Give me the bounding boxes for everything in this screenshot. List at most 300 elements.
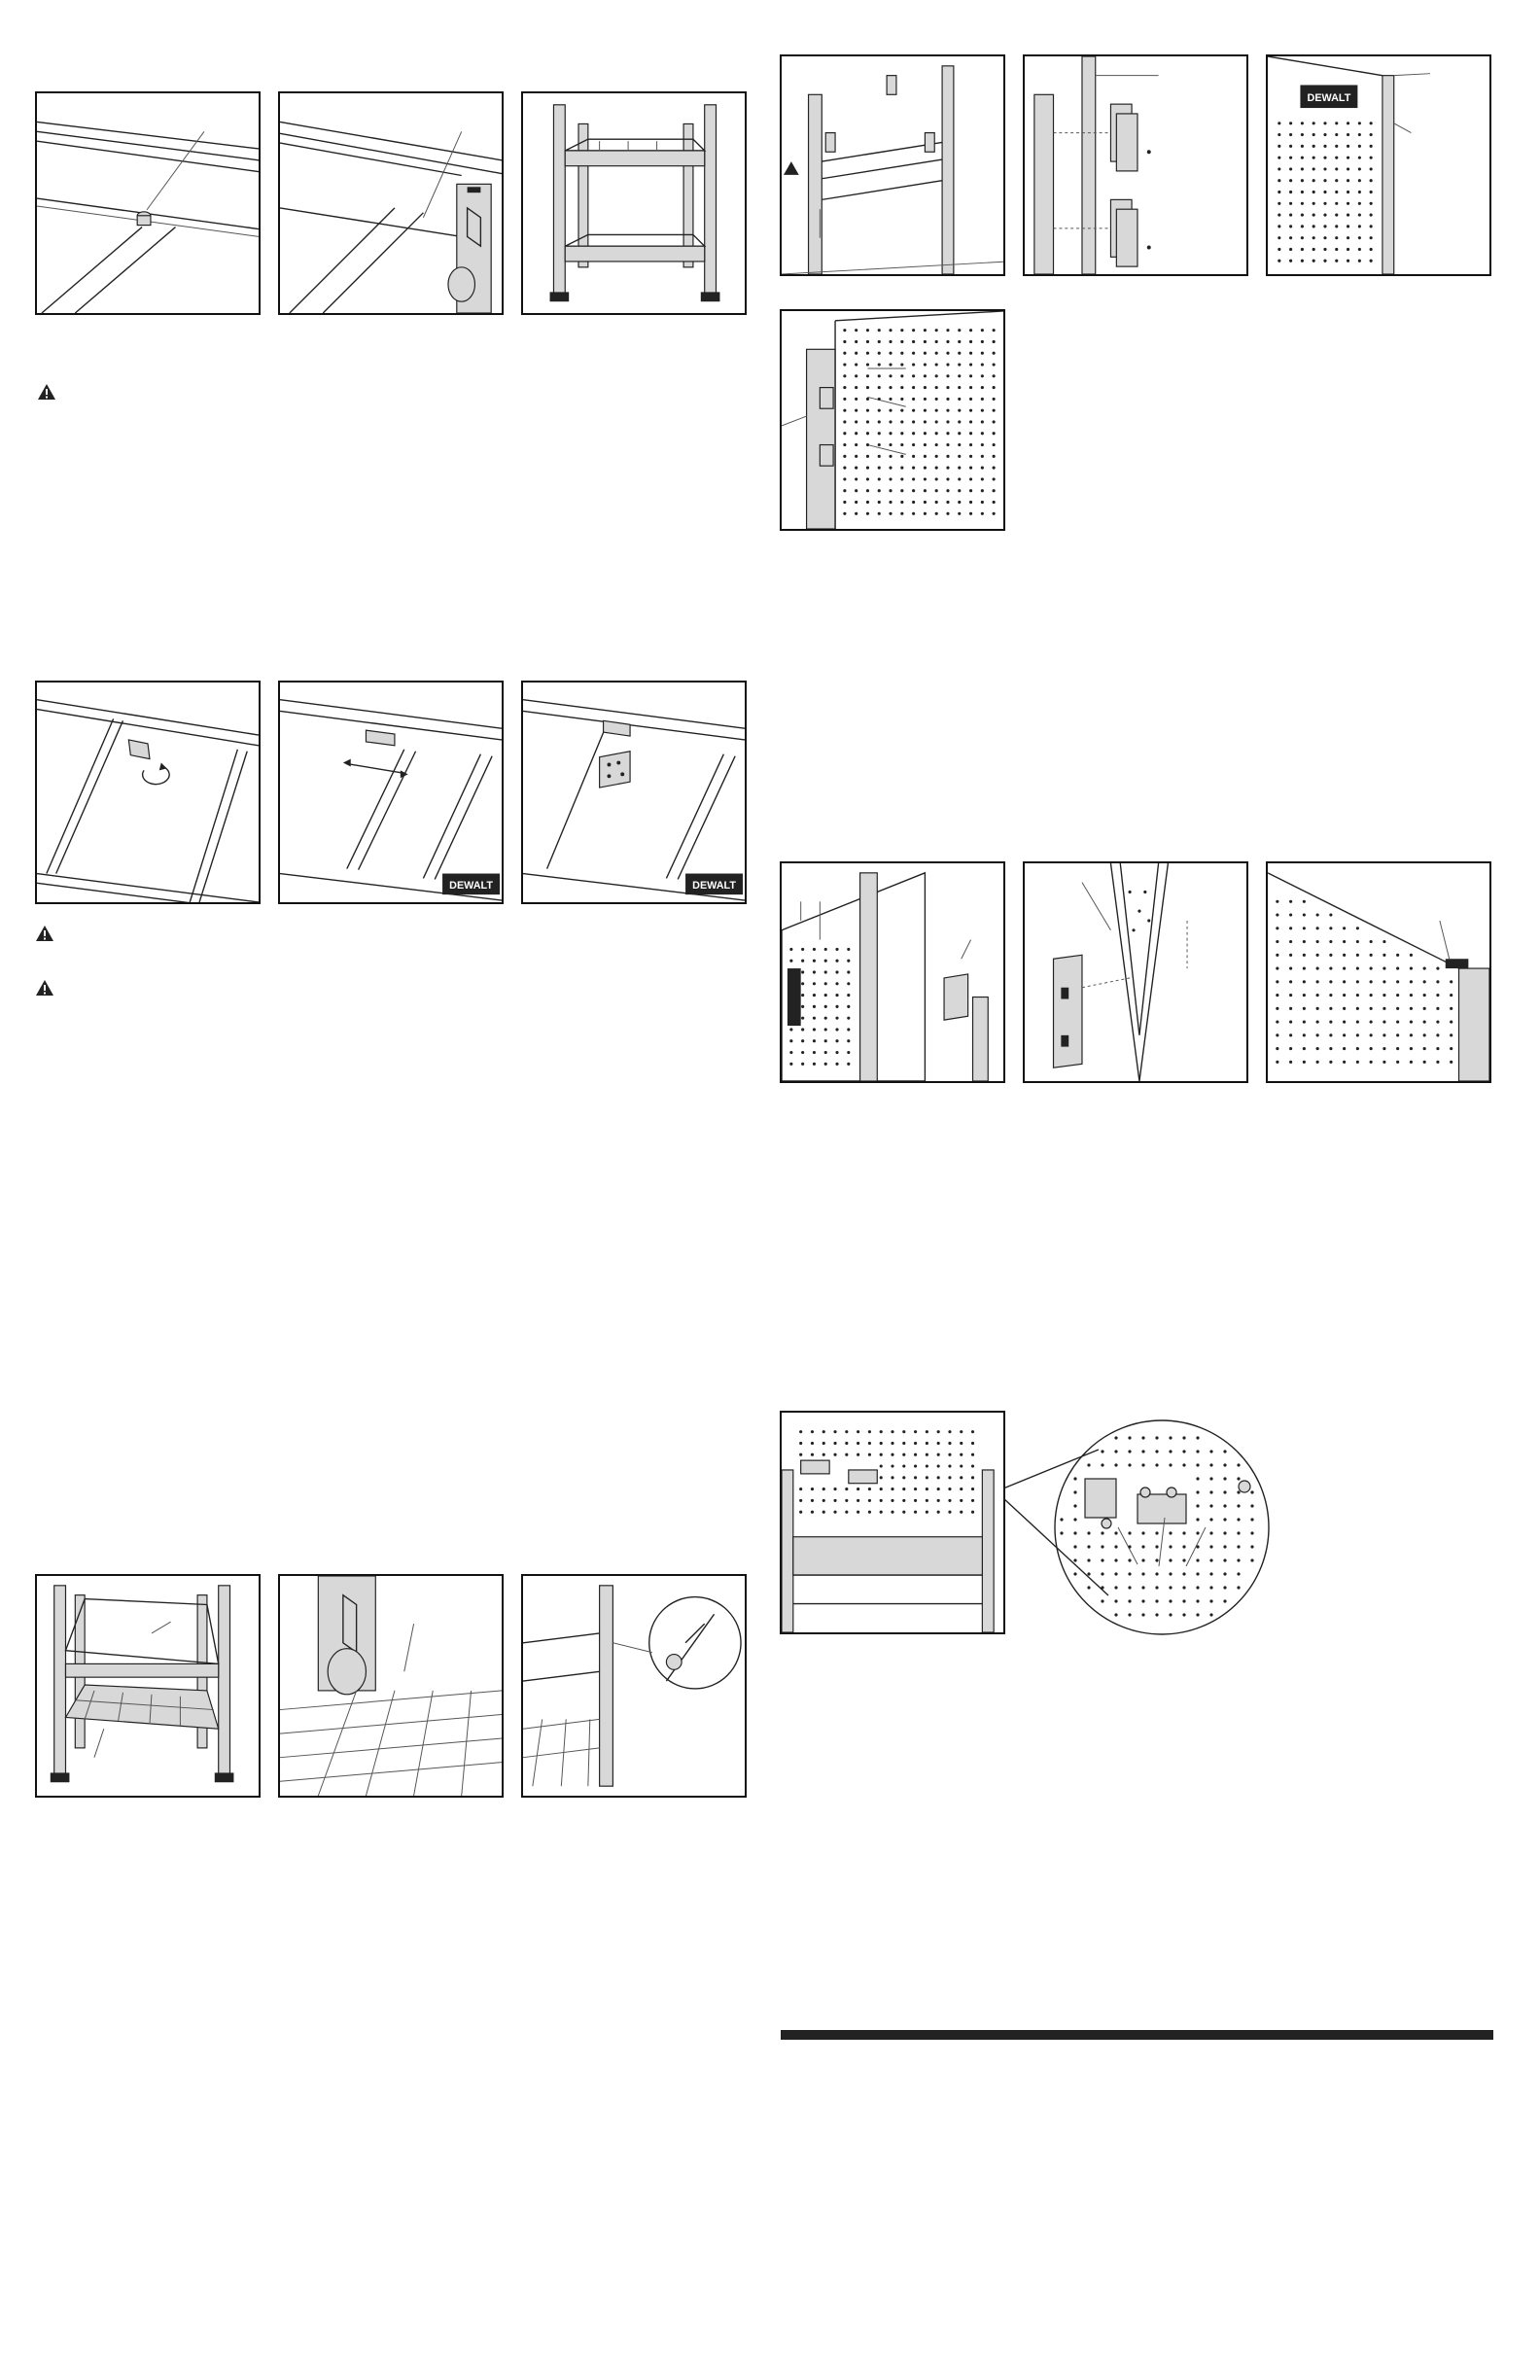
pegboard-hole xyxy=(981,443,984,446)
pegboard-hole xyxy=(958,409,961,412)
pegboard-hole xyxy=(1423,1047,1426,1050)
pegboard-hole xyxy=(855,512,858,515)
pegboard-hole xyxy=(912,340,915,343)
pegboard-hole xyxy=(1128,1599,1131,1602)
pegboard-hole xyxy=(1196,1450,1199,1452)
pegboard-hole xyxy=(1301,179,1304,182)
pegboard-hole xyxy=(958,467,961,470)
section-divider-rule xyxy=(781,2030,1493,2040)
pegboard-hole xyxy=(1087,1586,1090,1589)
pegboard-hole xyxy=(855,501,858,504)
pegboard-hole xyxy=(813,1028,816,1031)
pegboard-hole xyxy=(1114,1586,1117,1589)
pegboard-hole xyxy=(937,1499,940,1502)
pegboard-hole xyxy=(1410,1033,1413,1036)
pegboard-hole xyxy=(880,1476,883,1479)
pegboard-hole xyxy=(1343,940,1346,943)
pegboard-hole xyxy=(1169,1586,1172,1589)
pegboard-hole xyxy=(993,501,996,504)
bracket-installed-illustration xyxy=(523,682,745,902)
pegboard-hole xyxy=(1450,980,1452,983)
pegboard-hole xyxy=(789,1017,792,1020)
pegboard-accessories-illustration xyxy=(782,1413,1003,1632)
pegboard-hole xyxy=(1382,1021,1385,1024)
pegboard-hole xyxy=(855,340,858,343)
pegboard-hole xyxy=(1182,1463,1185,1466)
pegboard-hole xyxy=(1423,1061,1426,1064)
pegboard-hole xyxy=(1278,122,1280,124)
pegboard-hole xyxy=(960,1430,962,1433)
pegboard-hole xyxy=(993,477,996,480)
pegboard-hole xyxy=(1370,191,1373,193)
pegboard-hole xyxy=(1382,966,1385,969)
pegboard-hole xyxy=(1141,1558,1144,1561)
pegboard-hole xyxy=(981,363,984,366)
pegboard-hole xyxy=(1169,1545,1172,1548)
pegboard-hole xyxy=(1329,980,1332,983)
pegboard-hole xyxy=(1303,913,1306,916)
pegboard-hole xyxy=(1450,1047,1452,1050)
pegboard-hole xyxy=(902,1464,905,1467)
pegboard-hole xyxy=(1323,214,1326,217)
pegboard-hole xyxy=(935,443,938,446)
pegboard-hole xyxy=(855,398,858,401)
pegboard-hole xyxy=(1343,1033,1346,1036)
pegboard-hole xyxy=(946,467,949,470)
pegboard-hole xyxy=(789,960,792,962)
pegboard-hole xyxy=(1114,1572,1117,1575)
pegboard-hole xyxy=(914,1453,917,1456)
pegboard-hole xyxy=(1316,1033,1319,1036)
pegboard-hole xyxy=(799,1430,802,1433)
pegboard-hole xyxy=(1073,1545,1076,1548)
pegboard-top-corner-illustration xyxy=(1268,863,1489,1081)
pegboard-hole xyxy=(993,409,996,412)
pegboard-hole xyxy=(1316,980,1319,983)
pegboard-hole xyxy=(855,352,858,355)
pegboard-hole xyxy=(813,982,816,985)
pegboard-hole xyxy=(1128,1572,1131,1575)
pegboard-hole xyxy=(946,329,949,332)
pegboard-hole xyxy=(1128,1531,1131,1534)
pegboard-hole xyxy=(1196,1490,1199,1493)
pegboard-hole xyxy=(843,363,846,366)
pegboard-hole xyxy=(1128,1463,1131,1466)
pegboard-hole xyxy=(1196,1504,1199,1507)
pegboard-hole xyxy=(1329,913,1332,916)
pegboard-hole xyxy=(1303,940,1306,943)
pegboard-hole xyxy=(1155,1450,1158,1452)
pegboard-hole xyxy=(900,420,903,423)
pegboard-hole xyxy=(1101,1463,1103,1466)
pegboard-hole xyxy=(1196,1463,1199,1466)
pegboard-hole xyxy=(1114,1436,1117,1439)
pegboard-hole xyxy=(900,398,903,401)
pegboard-hole xyxy=(1289,260,1292,262)
pegboard-hole xyxy=(900,386,903,389)
pegboard-hole xyxy=(1370,1007,1373,1010)
pegboard-hole xyxy=(946,501,949,504)
pegboard-hole xyxy=(935,455,938,458)
pegboard-hole xyxy=(1303,980,1306,983)
pegboard-hole xyxy=(847,994,850,997)
pegboard-hole xyxy=(824,1028,827,1031)
pegboard-hole xyxy=(789,1028,792,1031)
pegboard-hole xyxy=(1358,145,1361,148)
pegboard-hole xyxy=(935,501,938,504)
pegboard-hole xyxy=(1073,1572,1076,1575)
pegboard-hole xyxy=(1370,167,1373,170)
pegboard-hole xyxy=(847,1028,850,1031)
pegboard-hole xyxy=(1301,157,1304,159)
brand-logo-text: DEWALT xyxy=(692,880,736,892)
pegboard-hole xyxy=(960,1511,962,1514)
pegboard-hole xyxy=(1128,1436,1131,1439)
pegboard-hole xyxy=(981,512,984,515)
assembled-unit-illustration xyxy=(523,93,745,313)
pegboard-hole xyxy=(1316,994,1319,997)
pegboard-hole xyxy=(946,455,949,458)
pegboard-hole xyxy=(1114,1558,1117,1561)
pegboard-hole xyxy=(993,363,996,366)
pegboard-hole xyxy=(902,1499,905,1502)
pegboard-hole xyxy=(1182,1586,1185,1589)
pegboard-hole xyxy=(1335,202,1338,205)
pegboard-hole xyxy=(1128,1613,1131,1616)
pegboard-hole xyxy=(811,1488,814,1490)
pegboard-hole xyxy=(914,1488,917,1490)
pegboard-hole xyxy=(843,512,846,515)
pegboard-hole xyxy=(847,1005,850,1008)
pegboard-hole xyxy=(1303,994,1306,997)
pegboard-hole xyxy=(937,1442,940,1445)
pegboard-hole xyxy=(1335,236,1338,239)
pegboard-hole xyxy=(960,1442,962,1445)
pegboard-hole xyxy=(891,1476,893,1479)
pegboard-hole xyxy=(993,467,996,470)
pegboard-hole xyxy=(1329,994,1332,997)
pegboard-hole xyxy=(946,443,949,446)
pegboard-hole xyxy=(1278,167,1280,170)
pegboard-hole xyxy=(889,352,892,355)
figure-unit-wire-deck xyxy=(35,1574,261,1798)
pegboard-hole xyxy=(1289,1033,1292,1036)
pegboard-hole xyxy=(813,1017,816,1020)
pegboard-hole xyxy=(1323,167,1326,170)
pegboard-hole xyxy=(1128,1450,1131,1452)
pegboard-hole xyxy=(891,1430,893,1433)
pegboard-hole xyxy=(1209,1477,1212,1480)
pegboard-hole xyxy=(969,432,972,435)
pegboard-hole xyxy=(855,374,858,377)
pegboard-hole xyxy=(1323,122,1326,124)
pegboard-hole xyxy=(1182,1531,1185,1534)
pegboard-hole xyxy=(801,982,804,985)
pegboard-hole xyxy=(1316,1007,1319,1010)
pegboard-hole xyxy=(843,329,846,332)
pegboard-hole xyxy=(946,340,949,343)
pegboard-hole xyxy=(902,1453,905,1456)
pegboard-hole xyxy=(878,386,881,389)
pegboard-hole xyxy=(1289,927,1292,929)
pegboard-hole xyxy=(1182,1599,1185,1602)
pegboard-hole xyxy=(1358,236,1361,239)
pegboard-hole xyxy=(981,432,984,435)
pegboard-hole xyxy=(1323,260,1326,262)
pegboard-hole xyxy=(1370,1047,1373,1050)
pegboard-hole xyxy=(1250,1558,1253,1561)
pegboard-hole xyxy=(971,1476,974,1479)
pegboard-hole xyxy=(1323,157,1326,159)
pegboard-hole xyxy=(1382,994,1385,997)
pegboard-hole xyxy=(878,398,881,401)
pegboard-hole xyxy=(1250,1504,1253,1507)
pegboard-hole xyxy=(1278,236,1280,239)
pegboard-on-upright-illustration xyxy=(782,311,1003,529)
pegboard-zoom-callout xyxy=(1001,1411,1283,1644)
pegboard-hole xyxy=(824,960,827,962)
pegboard-hole xyxy=(1303,954,1306,957)
pegboard-hole xyxy=(1155,1599,1158,1602)
pegboard-hole xyxy=(801,1039,804,1042)
pegboard-hole xyxy=(1141,1436,1144,1439)
pegboard-hole xyxy=(1370,260,1373,262)
pegboard-hole xyxy=(900,352,903,355)
pegboard-hole xyxy=(1396,966,1399,969)
pegboard-hole xyxy=(843,477,846,480)
pegboard-hole xyxy=(1278,133,1280,136)
pegboard-hole xyxy=(1356,927,1359,929)
pegboard-hole xyxy=(1209,1450,1212,1452)
pegboard-hole xyxy=(924,352,927,355)
pegboard-hole xyxy=(926,1430,928,1433)
pegboard-hole xyxy=(1343,980,1346,983)
pegboard-hole xyxy=(1169,1558,1172,1561)
pegboard-hole xyxy=(843,352,846,355)
pegboard-hole xyxy=(935,467,938,470)
pegboard-hole xyxy=(1223,1477,1226,1480)
pegboard-hole xyxy=(1276,1061,1278,1064)
pegboard-hole xyxy=(1356,1033,1359,1036)
pegboard-hole xyxy=(1370,994,1373,997)
pegboard-hole xyxy=(799,1499,802,1502)
pegboard-hole xyxy=(822,1499,825,1502)
pegboard-hole xyxy=(1301,191,1304,193)
pegboard-hole xyxy=(1223,1545,1226,1548)
pegboard-hole xyxy=(789,970,792,973)
pegboard-hole xyxy=(889,386,892,389)
pegboard-hole xyxy=(1370,980,1373,983)
pegboard-hole xyxy=(1312,122,1315,124)
pegboard-hole xyxy=(948,1464,951,1467)
pegboard-hole xyxy=(1382,1061,1385,1064)
pegboard-hole xyxy=(969,489,972,492)
pegboard-hole xyxy=(1450,1021,1452,1024)
pegboard-hole xyxy=(811,1511,814,1514)
pegboard-hole xyxy=(880,1499,883,1502)
pegboard-hole xyxy=(1209,1463,1212,1466)
pegboard-hole xyxy=(878,477,881,480)
pegboard-hole xyxy=(969,352,972,355)
pegboard-hole xyxy=(958,455,961,458)
pegboard-hole xyxy=(1335,167,1338,170)
pegboard-hole xyxy=(981,329,984,332)
pegboard-hole xyxy=(946,477,949,480)
pegboard-hole xyxy=(912,386,915,389)
pegboard-hole xyxy=(1396,1033,1399,1036)
pegboard-hole xyxy=(1356,1007,1359,1010)
pegboard-hole xyxy=(1237,1545,1240,1548)
pegboard-hole xyxy=(891,1442,893,1445)
pegboard-hole xyxy=(855,386,858,389)
pegboard-hole xyxy=(824,1005,827,1008)
pegboard-hole xyxy=(835,1028,838,1031)
pegboard-hole xyxy=(1169,1450,1172,1452)
pegboard-hole xyxy=(971,1442,974,1445)
pegboard-hole xyxy=(1087,1545,1090,1548)
pegboard-hole xyxy=(1323,248,1326,251)
pegboard-hole xyxy=(1356,940,1359,943)
pegboard-hole xyxy=(1301,133,1304,136)
figure-wire-deck-callout xyxy=(521,1574,747,1798)
pegboard-hole xyxy=(1182,1545,1185,1548)
pegboard-hole xyxy=(935,386,938,389)
pegboard-hole xyxy=(1358,202,1361,205)
pegboard-hole xyxy=(801,948,804,951)
pegboard-hole xyxy=(1323,202,1326,205)
pegboard-hole xyxy=(857,1499,859,1502)
pegboard-hole xyxy=(1410,1061,1413,1064)
pegboard-hole xyxy=(833,1430,836,1433)
pegboard-hole xyxy=(1276,900,1278,903)
pegboard-hole xyxy=(889,363,892,366)
pegboard-hole xyxy=(866,363,869,366)
pegboard-hole xyxy=(935,432,938,435)
pegboard-hole xyxy=(1312,202,1315,205)
pegboard-hole xyxy=(1335,179,1338,182)
pegboard-hole xyxy=(981,489,984,492)
pegboard-hole xyxy=(924,489,927,492)
pegboard-hole xyxy=(935,512,938,515)
pegboard-hole xyxy=(1301,260,1304,262)
pegboard-hole xyxy=(1347,225,1349,228)
pegboard-hole xyxy=(1237,1558,1240,1561)
pegboard-hole xyxy=(1370,1033,1373,1036)
pegboard-hole xyxy=(946,432,949,435)
pegboard-hole xyxy=(1347,214,1349,217)
pegboard-hole xyxy=(924,467,927,470)
pegboard-hole xyxy=(857,1442,859,1445)
pegboard-hole xyxy=(880,1453,883,1456)
pegboard-hole xyxy=(824,982,827,985)
pegboard-hole xyxy=(1209,1545,1212,1548)
pegboard-hole xyxy=(1276,940,1278,943)
pegboard-hole xyxy=(1423,994,1426,997)
pegboard-hole xyxy=(868,1430,871,1433)
pegboard-hole xyxy=(958,432,961,435)
figure-pegboard-side-mount xyxy=(780,861,1005,1083)
pegboard-bracket-exploded-illustration xyxy=(1025,863,1246,1081)
pegboard-hole xyxy=(1423,1007,1426,1010)
pegboard-hole xyxy=(811,1499,814,1502)
pegboard-hole xyxy=(1141,1586,1144,1589)
pegboard-hole xyxy=(1358,248,1361,251)
pegboard-hole xyxy=(946,352,949,355)
pegboard-hole xyxy=(1335,248,1338,251)
pegboard-hole xyxy=(900,501,903,504)
pegboard-hole xyxy=(1323,133,1326,136)
pegboard-hole xyxy=(1155,1531,1158,1534)
pegboard-hole xyxy=(878,455,881,458)
pegboard-hole xyxy=(993,443,996,446)
pegboard-hole xyxy=(880,1511,883,1514)
pegboard-hole xyxy=(880,1430,883,1433)
pegboard-hole xyxy=(1312,145,1315,148)
pegboard-hole xyxy=(937,1476,940,1479)
pegboard-hole xyxy=(1196,1518,1199,1521)
pegboard-hole xyxy=(1335,214,1338,217)
pegboard-hole xyxy=(789,982,792,985)
pegboard-hole xyxy=(1436,994,1439,997)
pegboard-hole xyxy=(811,1442,814,1445)
pegboard-hole xyxy=(912,352,915,355)
pegboard-hole xyxy=(1347,236,1349,239)
pegboard-hole xyxy=(912,467,915,470)
pegboard-hole xyxy=(958,512,961,515)
pegboard-hole xyxy=(1141,1599,1144,1602)
pegboard-hole xyxy=(1278,145,1280,148)
pegboard-hole xyxy=(1343,1021,1346,1024)
pegboard-hole xyxy=(902,1511,905,1514)
pegboard-hole xyxy=(912,398,915,401)
pegboard-hole xyxy=(868,1511,871,1514)
pegboard-hole xyxy=(847,1063,850,1066)
pegboard-hole xyxy=(1196,1545,1199,1548)
pegboard-hole xyxy=(900,340,903,343)
pegboard-hole xyxy=(1312,260,1315,262)
pegboard-hole xyxy=(912,432,915,435)
pegboard-hole xyxy=(912,443,915,446)
pegboard-hole xyxy=(1396,954,1399,957)
pegboard-hole xyxy=(889,374,892,377)
pegboard-hole xyxy=(1329,927,1332,929)
figure-beam-on-upright xyxy=(278,91,504,315)
pegboard-hole xyxy=(1329,954,1332,957)
pegboard-hole xyxy=(813,1005,816,1008)
pegboard-hole xyxy=(969,420,972,423)
pegboard-hole xyxy=(1301,248,1304,251)
pegboard-hole xyxy=(1278,202,1280,205)
pegboard-hole xyxy=(1196,1599,1199,1602)
pegboard-hole xyxy=(866,386,869,389)
pegboard-hole xyxy=(935,329,938,332)
pegboard-hole xyxy=(902,1488,905,1490)
pegboard-hole xyxy=(969,501,972,504)
wire-deck-upright-illustration xyxy=(280,1576,502,1796)
pegboard-hole xyxy=(833,1511,836,1514)
pegboard-hole xyxy=(900,512,903,515)
pegboard-hole xyxy=(924,420,927,423)
pegboard-hole xyxy=(924,432,927,435)
pegboard-hole xyxy=(1358,214,1361,217)
pegboard-hole xyxy=(1370,214,1373,217)
pegboard-hole xyxy=(1370,1021,1373,1024)
pegboard-hole xyxy=(855,363,858,366)
pegboard-hole xyxy=(1276,954,1278,957)
pegboard-hole xyxy=(1356,1021,1359,1024)
pegboard-hole xyxy=(789,1039,792,1042)
pegboard-hole xyxy=(1347,202,1349,205)
